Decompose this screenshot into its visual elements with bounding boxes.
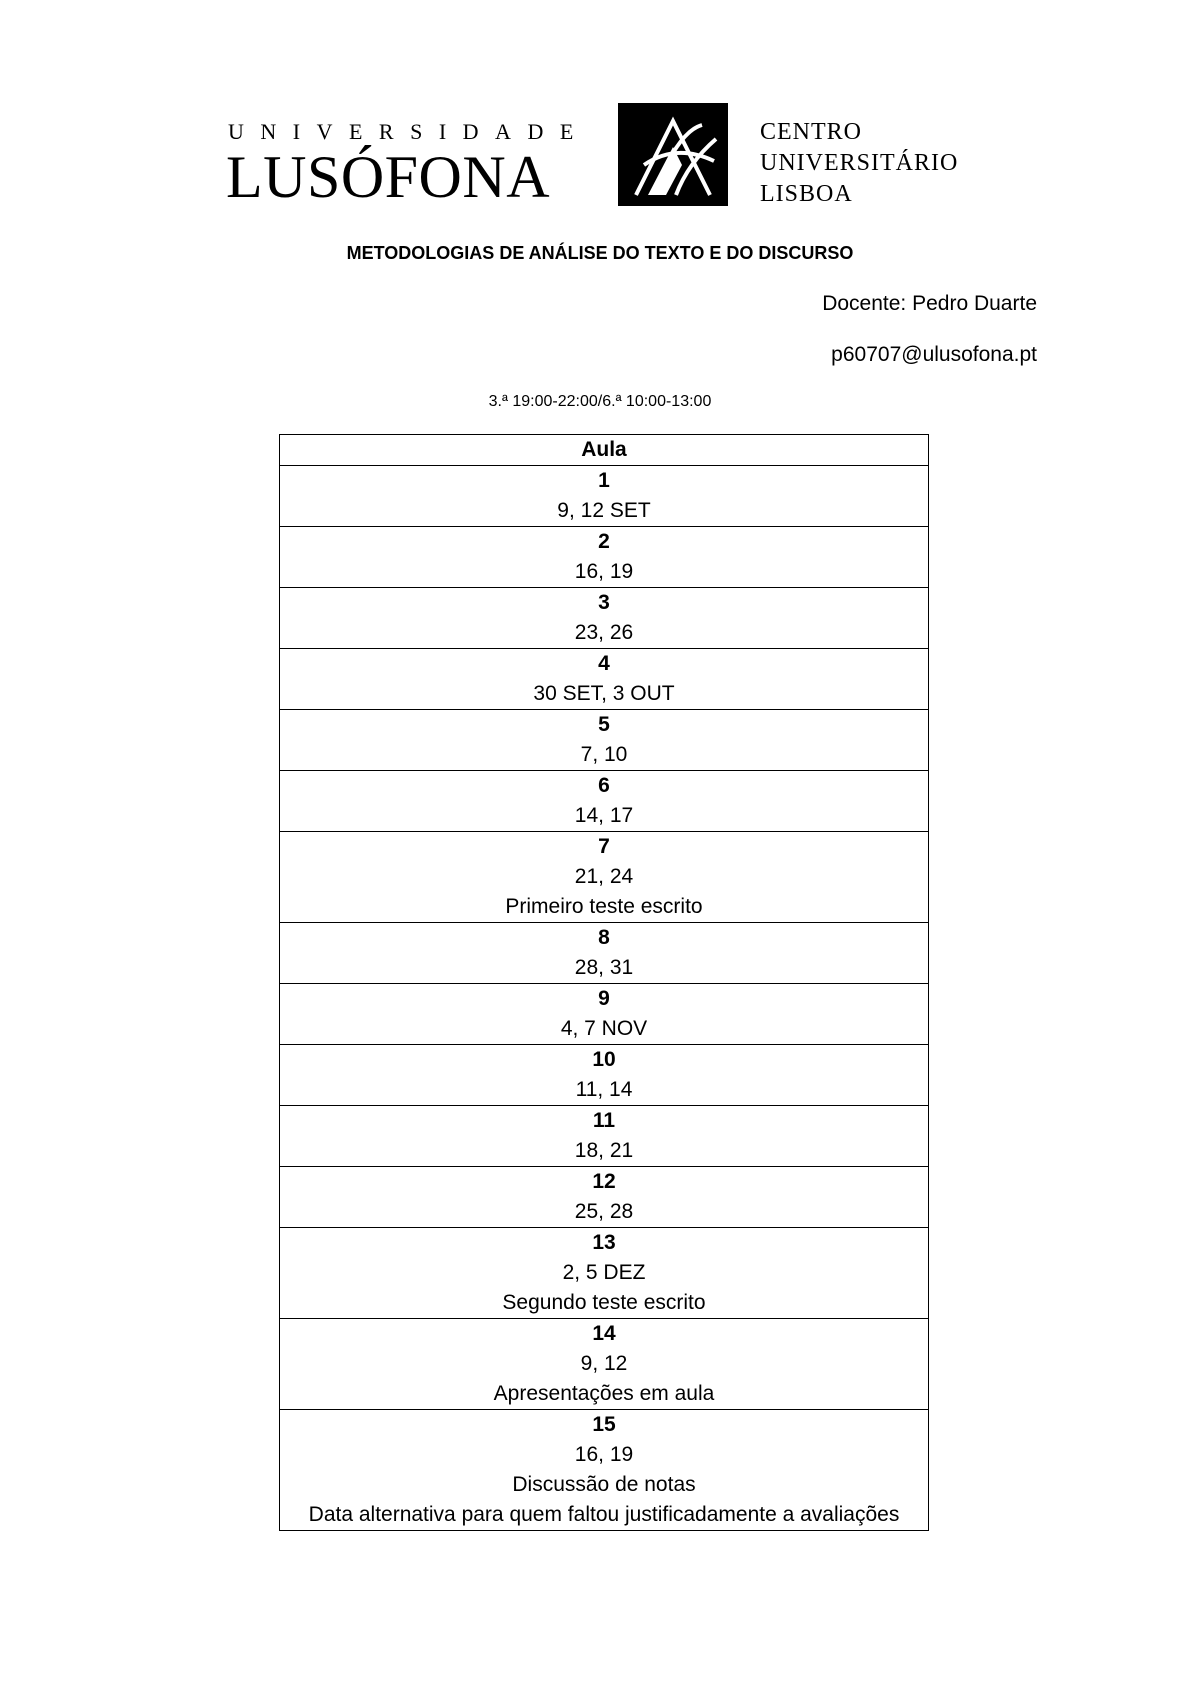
lesson-dates: 21, 24: [574, 865, 634, 888]
class-schedule: 3.ª 19:00-22:00/6.ª 10:00-13:00: [488, 393, 712, 410]
table-row: [280, 923, 929, 984]
lesson-dates: 16, 19: [574, 1443, 634, 1466]
lesson-number: 15: [592, 1413, 616, 1436]
table-row: [280, 1228, 929, 1319]
table-row: [280, 649, 929, 710]
lesson-dates: 9, 12 SET: [557, 499, 651, 522]
table-row: [280, 832, 929, 923]
logo-right-text: [760, 117, 958, 210]
table-row: [280, 1045, 929, 1106]
table-row: [280, 1319, 929, 1410]
lesson-dates: 18, 21: [574, 1139, 634, 1162]
table-row: [280, 527, 929, 588]
lessons-table: [279, 434, 929, 1531]
lesson-dates: 23, 26: [574, 621, 634, 644]
lesson-note: Data alternativa para quem faltou justificadamente a avaliações: [308, 1503, 900, 1526]
table-row: [280, 466, 929, 527]
lesson-note: Discussão de notas: [512, 1473, 696, 1496]
lesson-number: 12: [592, 1170, 616, 1193]
lesson-cell: [280, 832, 929, 923]
table-row: [280, 771, 929, 832]
lesson-number: 4: [598, 652, 610, 675]
lesson-cell: [280, 649, 929, 710]
course-title: METODOLOGIAS DE ANÁLISE DO TEXTO E DO DISCURSO: [346, 243, 854, 263]
teacher-name: Docente: Pedro Duarte: [822, 292, 1037, 315]
table-row: [280, 1167, 929, 1228]
teacher-email: p60707@ulusofona.pt: [831, 343, 1037, 366]
lesson-number: 9: [598, 987, 610, 1010]
table-row: [280, 1410, 929, 1531]
lesson-note: Apresentações em aula: [493, 1382, 715, 1405]
lesson-number: 7: [598, 835, 610, 858]
university-emblem-icon: [618, 103, 728, 206]
table-header-row: [280, 435, 929, 466]
lesson-cell: [280, 1228, 929, 1319]
university-logo: [228, 103, 988, 208]
lesson-dates: 11, 14: [575, 1078, 633, 1101]
lesson-number: 1: [598, 469, 610, 492]
lesson-number: 5: [598, 713, 610, 736]
lesson-cell: [280, 1319, 929, 1410]
lesson-dates: 7, 10: [580, 743, 628, 766]
logo-right-line: CENTRO: [760, 119, 862, 145]
lesson-number: 8: [598, 926, 610, 949]
lesson-dates: 2, 5 DEZ: [562, 1261, 646, 1284]
lesson-dates: 28, 31: [574, 956, 634, 979]
lesson-dates: 16, 19: [574, 560, 634, 583]
lesson-cell: [280, 1045, 929, 1106]
lesson-dates: 14, 17: [574, 804, 634, 827]
logo-right-line: UNIVERSITÁRIO: [760, 150, 959, 176]
lesson-dates: 9, 12: [580, 1352, 628, 1375]
lesson-cell: [280, 466, 929, 527]
table-header-cell: Aula: [280, 435, 929, 466]
table-row: [280, 710, 929, 771]
lesson-number: 3: [598, 591, 610, 614]
lesson-cell: [280, 710, 929, 771]
lesson-dates: 25, 28: [574, 1200, 634, 1223]
logo-main-text: LUSÓFONA: [226, 144, 551, 210]
lesson-note: Primeiro teste escrito: [505, 895, 703, 918]
lesson-cell: [280, 1167, 929, 1228]
lesson-cell: [280, 1410, 929, 1531]
lesson-number: 11: [592, 1109, 616, 1132]
lesson-dates: 4, 7 NOV: [560, 1017, 648, 1040]
lesson-cell: [280, 984, 929, 1045]
lesson-number: 13: [592, 1231, 616, 1254]
lesson-cell: [280, 771, 929, 832]
lesson-cell: [280, 527, 929, 588]
lesson-cell: [280, 588, 929, 649]
logo-top-text: UNIVERSIDADE: [228, 119, 590, 144]
lesson-dates: 30 SET, 3 OUT: [533, 682, 675, 705]
lesson-cell: [280, 1106, 929, 1167]
table-row: [280, 984, 929, 1045]
lessons-table-body: [280, 466, 929, 1531]
lesson-number: 14: [592, 1322, 616, 1345]
lesson-cell: [280, 923, 929, 984]
lesson-note: Segundo teste escrito: [502, 1291, 706, 1314]
lesson-number: 6: [598, 774, 610, 797]
table-row: [280, 588, 929, 649]
logo-right-line: LISBOA: [760, 181, 853, 207]
table-row: [280, 1106, 929, 1167]
lesson-number: 10: [592, 1048, 616, 1071]
lesson-number: 2: [598, 530, 610, 553]
